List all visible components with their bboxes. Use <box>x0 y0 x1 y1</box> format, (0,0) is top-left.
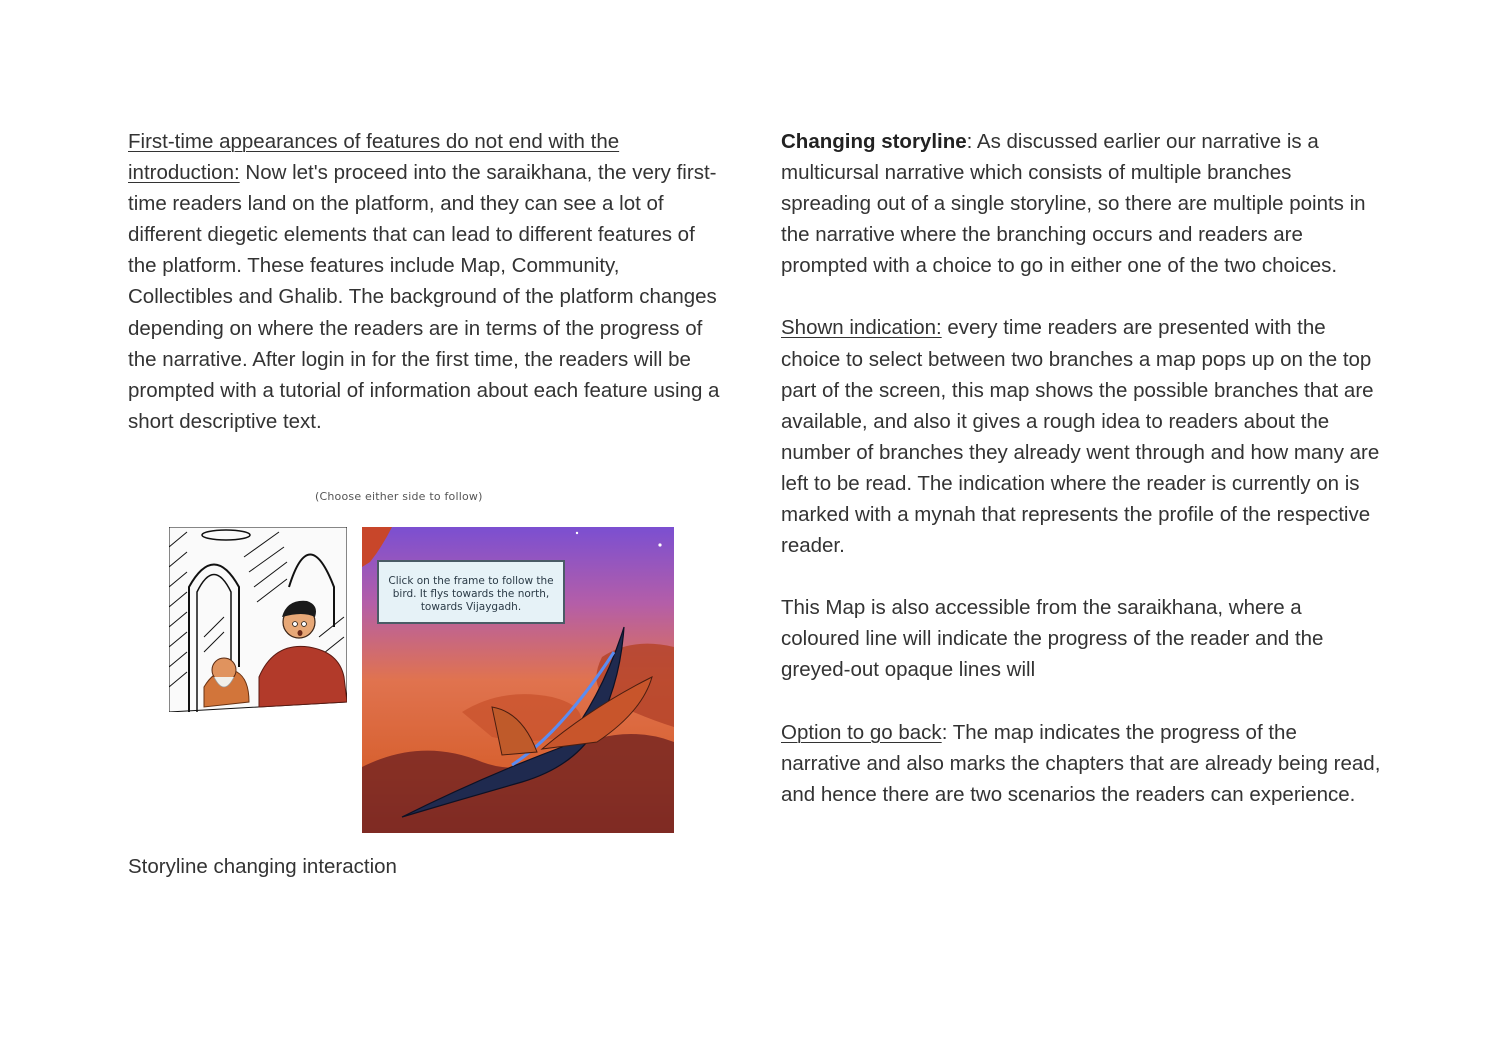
intro-heading: First-time appearances of features do not end with the introduction: <box>128 130 620 185</box>
option-go-back-paragraph <box>781 717 1381 810</box>
right-column <box>781 126 1381 810</box>
figure-caption: Storyline changing interaction <box>128 855 397 878</box>
shown-indication-heading: Shown indication: <box>781 316 942 340</box>
left-choice-panel[interactable] <box>169 527 347 712</box>
shown-indication-paragraph <box>781 312 1381 561</box>
changing-storyline-paragraph <box>781 126 1381 281</box>
map-paragraph: This Map is also accessible from the saraikhana, where a coloured line will indicate the progress of the reader and the greyed-out opaque lines will <box>781 596 1324 682</box>
choose-side-instruction: (Choose either side to follow) <box>315 490 483 503</box>
shown-indication-body: every time readers are presented with the choice to select between two branches a map pops up on the top part of the screen, this map shows the possible branches that are available, and also it gives a rough idea to readers about the number of branches they already went through and how many are left to be read. The indication where the reader is currently on is marked with a mynah that represents the profile of the respective reader. <box>781 316 1380 558</box>
changing-storyline-body: : As discussed earlier our narrative is a multicursal narrative which consists of multiple branches spreading out of a single storyline, so there are multiple points in the narrative where the branching occurs and readers are prompted with a choice to go in either one of the two choices. <box>781 130 1366 278</box>
intro-paragraph <box>128 126 728 437</box>
sketch-panel-illustration <box>169 527 347 712</box>
right-choice-panel[interactable] <box>362 527 674 833</box>
speech-box: Click on the frame to follow the bird. It flys towards the north, towards Vijaygadh. <box>377 560 565 624</box>
left-column <box>128 126 728 437</box>
storyline-figure <box>160 486 685 836</box>
intro-body: Now let's proceed into the saraikhana, the very first-time readers land on the platform, and they can see a lot of different diegetic elements that can lead to different features of the platform. These features include Map, Community, Collectibles and Ghalib. The background of the platform changes depending on where the readers are in terms of the progress of the narrative. After login in for the first time, the readers will be prompted with a tutorial of information about each feature using a short descriptive text. <box>128 161 720 433</box>
option-go-back-body: : The map indicates the progress of the narrative and also marks the chapters that are already being read, and hence there are two scenarios the readers can experience. <box>781 720 1381 806</box>
changing-storyline-heading: Changing storyline <box>781 130 967 153</box>
option-go-back-heading: Option to go back <box>781 720 942 744</box>
